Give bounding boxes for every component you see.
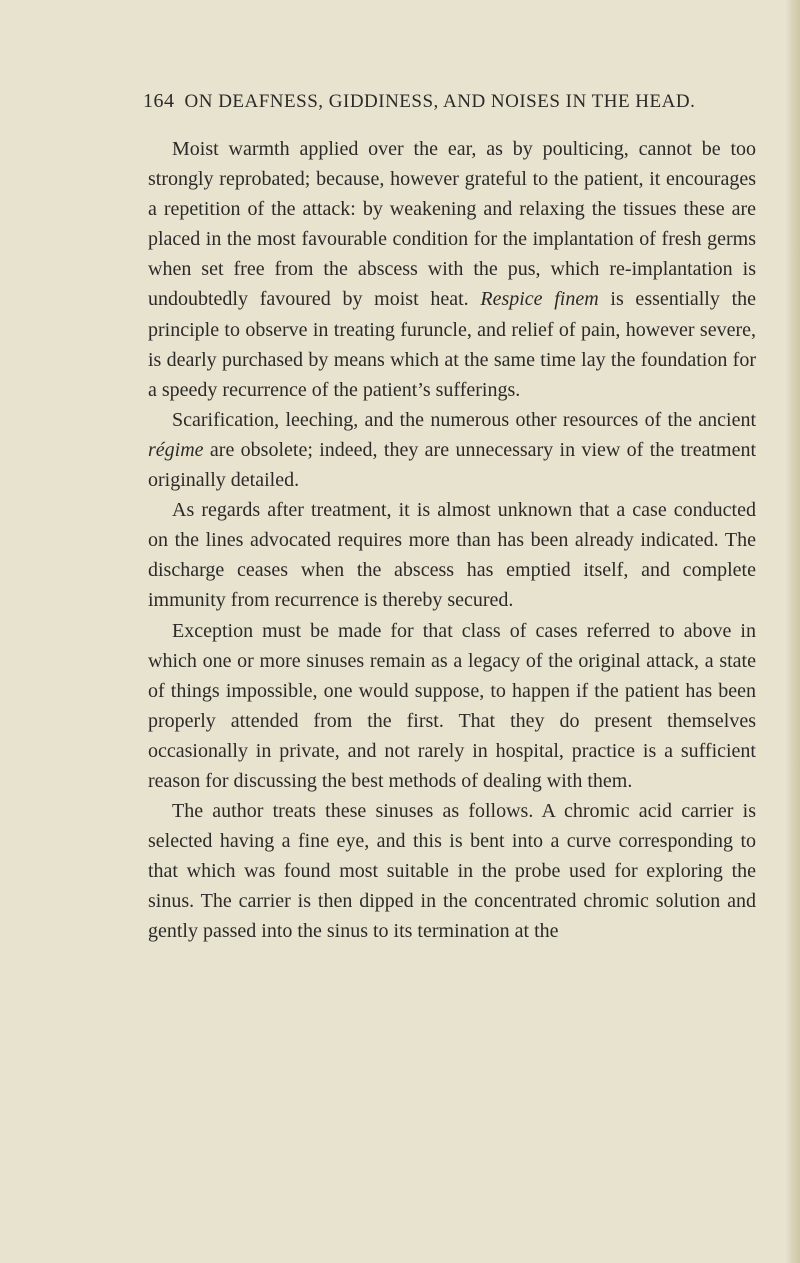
page-edge-shadow (786, 0, 800, 1263)
paragraph-1-text-b: is essentially the principle to observe in treating furuncle, and relief of pain, however severe, is dearly purchased by means which at the same time lay the foundation for a speedy recurrence of the patient’s sufferings. (148, 288, 756, 401)
latin-phrase: Respice finem (480, 288, 599, 311)
paragraph-5: The author treats these sinuses as follows. A chromic acid carrier is selected having a fine eye, and this is bent into a curve corresponding to that which was found most suitable in the probe used for exploring the sinus. The carrier is then dipped in the concentrated chromic solution and gently passed into the sinus to its termination at the (148, 800, 756, 943)
paragraph-1 (148, 134, 756, 405)
body-text (148, 134, 756, 947)
page-number: 164 (143, 90, 175, 112)
paragraph-2 (148, 405, 756, 495)
paragraph-1-text-a: Moist warmth applied over the ear, as by poulticing, cannot be too strongly reprobated; because, however grateful to the patient, it encourages a repetition of the attack: by weakening and relaxing the tissues these are placed in the most favourable condition for the implantation of fresh germs when set free from the abscess with the pus, which re-implantation is undoubtedly favoured by moist heat. (148, 138, 756, 311)
paragraph-2-text-b: are obsolete; indeed, they are unnecessary in view of the treatment originally detailed. (148, 438, 756, 492)
running-header (143, 90, 763, 114)
paragraph-3: As regards after treatment, it is almost unknown that a case conducted on the lines advocated requires more than has been already indicated. The discharge ceases when the abscess has emptied itself, and complete immunity from recurrence is thereby secured. (148, 499, 756, 612)
running-title: ON DEAFNESS, GIDDINESS, AND NOISES IN THE HEAD. (184, 91, 696, 112)
paragraph-2-text-a: Scarification, leeching, and the numerous other resources of the ancient (172, 408, 756, 431)
paragraph-4: Exception must be made for that class of cases referred to above in which one or more sinuses remain as a legacy of the original attack, a state of things impossible, one would suppose, to happen if the patient has been properly attended from the first. That they do present themselves occasionally in private, and not rarely in hospital, practice is a sufficient reason for discussing the best methods of dealing with them. (148, 619, 756, 792)
french-term: régime (148, 438, 204, 461)
